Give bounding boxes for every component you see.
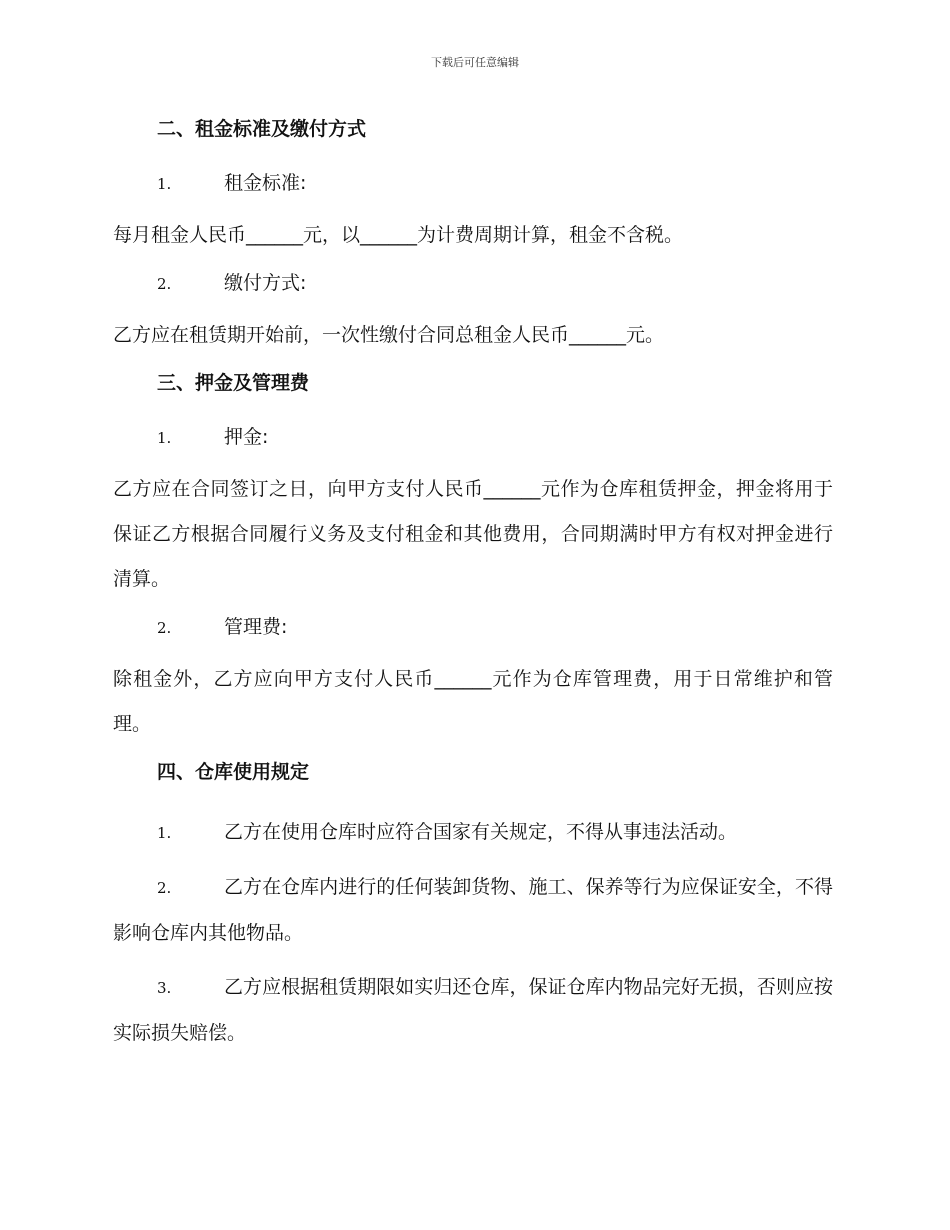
item-label-text: 租金标准: bbox=[224, 172, 307, 194]
paragraph-management-fee: 除租金外，乙方应向甲方支付人民币______元作为仓库管理费，用于日常维护和管理。 bbox=[113, 668, 833, 735]
item-label-text: 缴付方式: bbox=[224, 272, 307, 294]
paragraph-payment-method: 乙方应在租赁期开始前，一次性缴付合同总租金人民币______元。 bbox=[113, 324, 665, 346]
item-label-text: 管理费: bbox=[224, 616, 288, 638]
section-heading-deposit: 三、押金及管理费 bbox=[157, 372, 310, 394]
item-number: 1. bbox=[157, 429, 172, 447]
item-number: 1. bbox=[157, 175, 172, 193]
item-label-deposit bbox=[113, 421, 833, 454]
document-body bbox=[113, 113, 833, 1065]
item-number: 3. bbox=[157, 979, 172, 997]
item-label-text: 押金: bbox=[224, 426, 269, 448]
rule-item-3 bbox=[113, 965, 833, 1056]
rule-text: 乙方应根据租赁期限如实归还仓库，保证仓库内物品完好无损，否则应按实际损失赔偿。 bbox=[113, 976, 833, 1044]
paragraph-rent-standard: 每月租金人民币______元，以______为计费周期计算，租金不含税。 bbox=[113, 224, 684, 246]
page-header-note: 下载后可任意编辑 bbox=[431, 56, 519, 69]
item-number: 2. bbox=[157, 879, 172, 897]
rule-item-1 bbox=[113, 810, 833, 856]
paragraph-deposit: 乙方应在合同签订之日，向甲方支付人民币______元作为仓库租赁押金，押金将用于保证乙方根据合同履行义务及支付租金和其他费用，合同期满时甲方有权对押金进行清算。 bbox=[113, 478, 833, 590]
item-number: 2. bbox=[157, 619, 172, 637]
rule-text: 乙方在仓库内进行的任何装卸货物、施工、保养等行为应保证安全，不得影响仓库内其他物品。 bbox=[113, 876, 833, 944]
section-heading-rent: 二、租金标准及缴付方式 bbox=[157, 118, 367, 140]
rule-text: 乙方在使用仓库时应符合国家有关规定，不得从事违法活动。 bbox=[224, 821, 738, 843]
rule-item-2 bbox=[113, 865, 833, 956]
item-label-payment-method bbox=[113, 267, 833, 300]
item-number: 2. bbox=[157, 275, 172, 293]
item-label-rent-standard bbox=[113, 167, 833, 200]
section-heading-usage-rules: 四、仓库使用规定 bbox=[157, 761, 310, 783]
item-label-management-fee bbox=[113, 611, 833, 644]
item-number: 1. bbox=[157, 824, 172, 842]
